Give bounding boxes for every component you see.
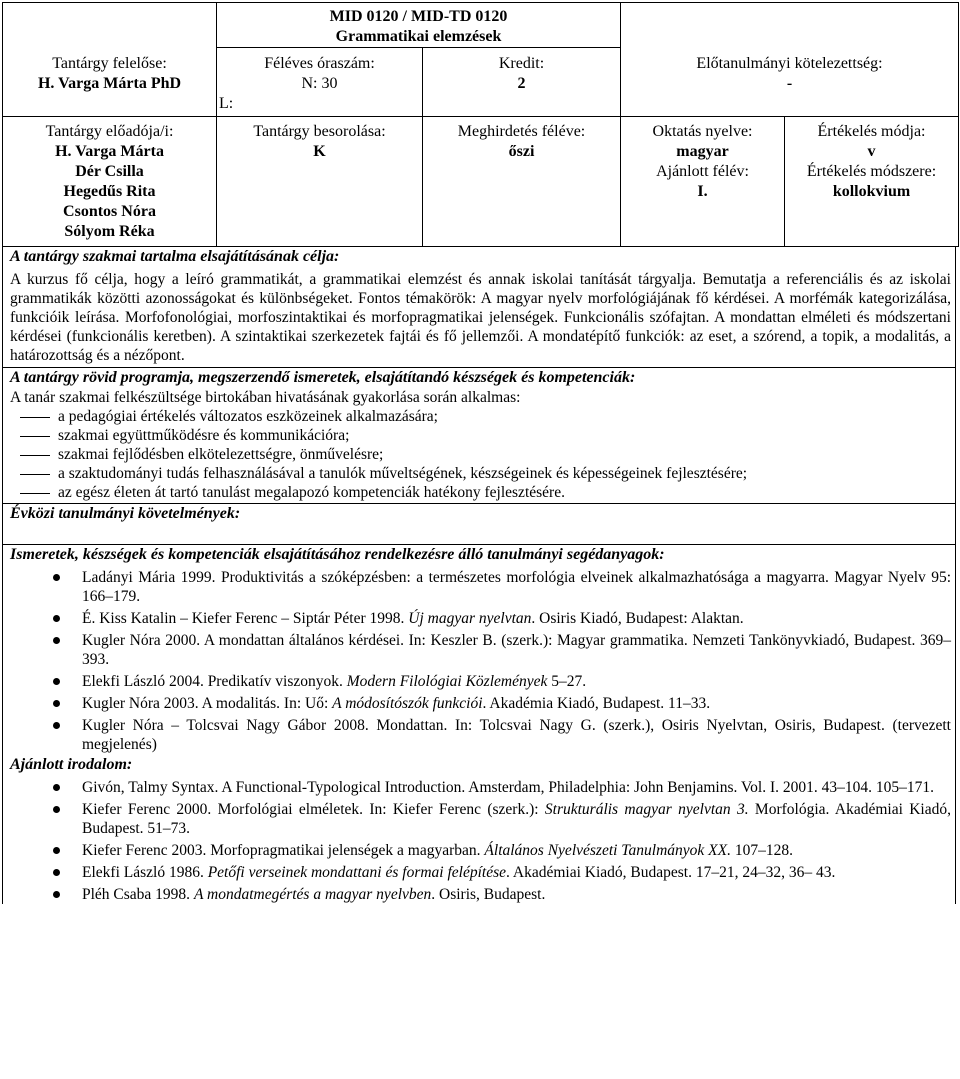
program-intro: A tanár szakmai felkészültsége birtokában hivatásának gyakorlása során alkalmas: xyxy=(10,389,521,406)
aim-title: A tantárgy szakmai tartalma elsajátításának célja: xyxy=(10,248,340,265)
course-title: Grammatikai elemzések xyxy=(335,28,502,45)
course-description-page xyxy=(2,2,958,904)
recommended-value: I. xyxy=(697,183,708,200)
responsible-label: Tantárgy felelőse: xyxy=(52,54,167,72)
evaluation-cell xyxy=(785,117,959,247)
language-label: Oktatás nyelve: xyxy=(652,123,753,140)
hours-cell xyxy=(217,48,423,117)
language-cell xyxy=(621,117,785,247)
prereq-value: - xyxy=(786,74,793,92)
literature-list xyxy=(10,778,951,904)
list-item: Kiefer Ferenc 2003. Morfopragmatikai jelenségek a magyarban. Általános Nyelvészeti Tanulmányok XX. 107–128. xyxy=(10,841,951,860)
eval-mode-value: v xyxy=(867,143,876,160)
list-item: Kugler Nóra 2003. A modalitás. In: Uő: A módosítószók funkciói. Akadémia Kiadó, Budapest. 11–33. xyxy=(10,694,951,713)
responsible-cell xyxy=(3,48,217,117)
credit-value: 2 xyxy=(517,75,526,92)
program-section xyxy=(2,368,956,504)
list-item: Kiefer Ferenc 2000. Morfológiai elméletek. In: Kiefer Ferenc (szerk.): Strukturális magyar nyelvtan 3. Morfológia. Akadémiai Kiadó, Budapest. 51–73. xyxy=(10,800,951,838)
lecturer-name: Hegedűs Rita xyxy=(63,183,156,200)
list-item: Elekfi László 2004. Predikatív viszonyok. Modern Filológiai Közlemények 5–27. xyxy=(10,672,951,691)
classification-value: K xyxy=(313,143,326,160)
lecturers-cell xyxy=(3,117,217,247)
lecturer-name: Sólyom Réka xyxy=(64,223,155,240)
responsible-name: H. Varga Márta PhD xyxy=(37,74,182,92)
list-item: szakmai együttműködésre és kommunikációra; xyxy=(10,426,951,445)
list-item: az egész életen át tartó tanulást megalapozó kompetenciák hatékony fejlesztésére. xyxy=(10,483,951,502)
prereq-cell xyxy=(621,48,959,117)
list-item: Elekfi László 1986. Petőfi verseinek mondattani és formai felépítése. Akadémiai Kiadó, Budapest. 17–21, 24–32, 36– 43. xyxy=(10,863,951,882)
eval-mode-label: Értékelés módja: xyxy=(817,123,926,140)
prereq-label: Előtanulmányi kötelezettség: xyxy=(696,54,883,72)
list-item: Pléh Csaba 1998. A mondatmegértés a magyar nyelvben. Osiris, Budapest. xyxy=(10,885,951,904)
language-value: magyar xyxy=(676,143,729,160)
aim-text: A kurzus fő célja, hogy a leíró grammatikát, a grammatikai elemzést és annak iskolai tanítását tárgyalja. Bemutatja a referenciális és az iskolai grammatikák közötti azonosságokat és különbségeket. Fontos témakörök: A magyar nyelv morfológiájának fő kérdései. A morfémák kategorizálása, funkcióik leírása. Morfofonológiai, morfoszintaktikai és morfopragmatikai jelenségek. Funkcionális szófajtan. A mondattan elméleti és módszertani kérdései (funkcionális keretben). A szintaktikai szerkezetek fajtái és fő jellemzői. A mondatépítő funkciók: az eset, a szórend, a topik, a modalitás, a határozottság és a nézőpont. xyxy=(10,271,951,364)
course-header-table xyxy=(2,2,959,247)
semester-cell xyxy=(423,117,621,247)
aim-section xyxy=(2,247,956,368)
list-item: a pedagógiai értékelés változatos eszközeinek alkalmazására; xyxy=(10,407,951,426)
credit-cell xyxy=(423,48,621,117)
classification-label: Tantárgy besorolása: xyxy=(253,123,386,140)
program-title: A tantárgy rövid programja, megszerzendő ismeretek, elsajátítandó készségek és kompetenciák: xyxy=(10,369,636,386)
materials-title: Ismeretek, készségek és kompetenciák elsajátításához rendelkezésre álló tanulmányi segédanyagok: xyxy=(10,546,665,563)
hours-label: Féléves óraszám: xyxy=(264,55,375,72)
lecturer-name: Dér Csilla xyxy=(75,163,144,180)
semester-label: Meghirdetés féléve: xyxy=(457,123,586,140)
materials-section xyxy=(2,545,956,904)
list-item: Givón, Talmy Syntax. A Functional-Typological Introduction. Amsterdam, Philadelphia: John Benjamins. Vol. I. 2001. 43–104. 105–171. xyxy=(10,778,951,797)
list-item: Ladányi Mária 1999. Produktivitás a szóképzésben: a természetes morfológia elveinek alkalmazhatósága a magyarra. Magyar Nyelv 95: 166–179. xyxy=(10,568,951,606)
eval-method-label: Értékelés módszere: xyxy=(806,163,937,180)
list-item: É. Kiss Katalin – Kiefer Ferenc – Siptár Péter 1998. Új magyar nyelvtan. Osiris Kiadó, Budapest: Alaktan. xyxy=(10,609,951,628)
literature-title: Ajánlott irodalom: xyxy=(10,756,133,773)
classification-cell xyxy=(217,117,423,247)
course-title-cell xyxy=(217,3,621,48)
lecturer-name: Csontos Nóra xyxy=(63,203,156,220)
hours-l: L: xyxy=(219,95,234,112)
requirements-title: Évközi tanulmányi követelmények: xyxy=(10,505,241,522)
hours-n: N: 30 xyxy=(301,75,338,92)
semester-value: őszi xyxy=(508,143,535,160)
lecturer-name: H. Varga Márta xyxy=(55,143,164,160)
credit-label: Kredit: xyxy=(498,55,545,72)
list-item: Kugler Nóra – Tolcsvai Nagy Gábor 2008. Mondattan. In: Tolcsvai Nagy G. (szerk.), Osiris Nyelvtan, Osiris, Budapest. (tervezett megjelenés) xyxy=(10,716,951,754)
requirements-section xyxy=(2,504,956,545)
lecturers-label: Tantárgy előadója/i: xyxy=(45,123,174,140)
list-item: a szaktudományi tudás felhasználásával a tanulók műveltségének, készségeinek és képességeinek fejlesztésére; xyxy=(10,464,951,483)
list-item: Kugler Nóra 2000. A mondattan általános kérdései. In: Keszler B. (szerk.): Magyar grammatika. Nemzeti Tankönyvkiadó, Budapest. 369–393. xyxy=(10,631,951,669)
recommended-label: Ajánlott félév: xyxy=(656,163,749,180)
materials-list xyxy=(10,568,951,754)
eval-method-value: kollokvium xyxy=(832,183,911,200)
list-item: szakmai fejlődésben elkötelezettségre, önművelésre; xyxy=(10,445,951,464)
course-code: MID 0120 / MID-TD 0120 xyxy=(329,8,508,25)
